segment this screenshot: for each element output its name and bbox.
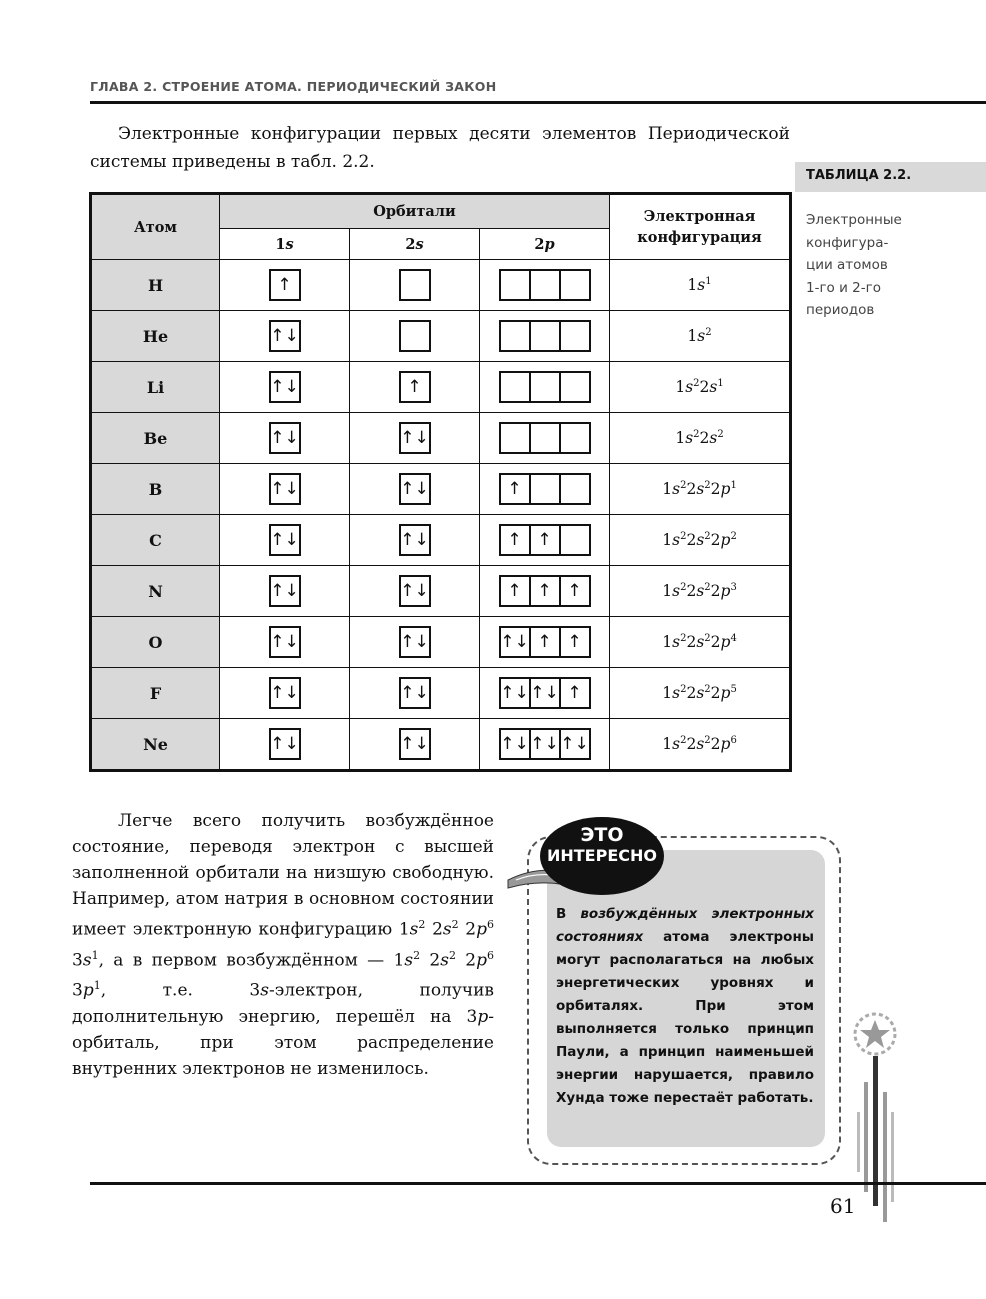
- config-level: 2: [686, 633, 697, 652]
- table-row: [91, 260, 791, 311]
- config-sublevel: s: [696, 684, 705, 703]
- orbital-cell: [559, 475, 589, 503]
- config-sublevel: s: [709, 429, 718, 448]
- electron-count: 6: [487, 918, 494, 931]
- config-sublevel: s: [685, 378, 694, 397]
- config-sublevel: s: [672, 735, 681, 754]
- orbital-cell: ↑↓: [270, 631, 299, 652]
- config-count: 4: [730, 632, 737, 644]
- config-level: 2: [686, 684, 697, 703]
- orbital-2p-box: [499, 371, 591, 403]
- orbital-cell: ↑: [277, 274, 292, 295]
- orbital-2p-box: [499, 422, 591, 454]
- orbital-cell: ↑↓: [500, 733, 529, 754]
- sublevel-letter: s: [260, 980, 269, 1001]
- sublevel-letter: p: [82, 980, 94, 1001]
- atom-symbol: C: [91, 515, 220, 566]
- orbital-cell: ↑↓: [400, 478, 429, 499]
- orbital-1s-box: [269, 524, 301, 556]
- electron-config: [610, 719, 791, 771]
- config-sublevel: p: [720, 582, 731, 601]
- config-count: 2: [704, 632, 711, 644]
- orbital-2s-box: [399, 575, 431, 607]
- config-level: 2: [710, 735, 721, 754]
- config-sublevel: p: [720, 684, 731, 703]
- orbital-cell: ↑: [559, 679, 589, 707]
- config-count: 2: [693, 377, 700, 389]
- orbital-1s-box: [269, 473, 301, 505]
- config-count: 2: [704, 479, 711, 491]
- orbital-1s-cell: [220, 719, 350, 771]
- config-sublevel: s: [696, 735, 705, 754]
- orbital-2s-cell: [350, 413, 480, 464]
- electron-count: 1: [91, 948, 99, 962]
- config-level: 1: [687, 327, 698, 346]
- orbital-2p-box: [499, 575, 591, 607]
- caption-line: периодов: [806, 302, 875, 318]
- sublevel-number: 2: [465, 950, 477, 971]
- config-level: 1: [675, 429, 686, 448]
- orbital-cell: ↑↓: [529, 730, 559, 758]
- header-orbitals: Орбитали: [220, 194, 610, 229]
- config-count: 2: [680, 581, 687, 593]
- orbital-cell: [559, 271, 589, 299]
- orbital-1s-cell: [220, 413, 350, 464]
- config-count: 5: [730, 683, 737, 695]
- orbital-1s-box: [269, 269, 301, 301]
- header-config: Электронная конфигурация: [610, 194, 791, 260]
- table-caption-text: [806, 209, 976, 322]
- orbital-2p-cell: [480, 413, 610, 464]
- orbital-1s-cell: [220, 617, 350, 668]
- config-sublevel: s: [696, 582, 705, 601]
- orbital-cell: [559, 322, 589, 350]
- caption-line: конфигура-: [806, 234, 889, 251]
- orbital-2s-cell: [350, 260, 480, 311]
- orbital-1s-box: [269, 728, 301, 760]
- electron-count: 6: [487, 948, 495, 962]
- sublevel-number: 1: [398, 919, 410, 940]
- badge-line2: ИНТЕРЕСНО: [546, 846, 657, 865]
- orbital-2p-cell: [480, 464, 610, 515]
- header-atom: Атом: [91, 194, 220, 260]
- atom-symbol: Be: [91, 413, 220, 464]
- running-head: ГЛАВА 2. СТРОЕНИЕ АТОМА. ПЕРИОДИЧЕСКИЙ ЗАКОН: [90, 79, 497, 94]
- config-count: 2: [680, 479, 687, 491]
- config-count: 3: [730, 581, 737, 593]
- config-count: 2: [693, 428, 700, 440]
- orbital-2s-box: [399, 677, 431, 709]
- config-sublevel: s: [696, 480, 705, 499]
- header-2p: 2p: [480, 229, 610, 260]
- config-level: 2: [686, 480, 697, 499]
- orbital-1s-box: [269, 371, 301, 403]
- sublevel-letter: s: [82, 950, 92, 971]
- orbital-cell: [559, 424, 589, 452]
- sublevel-number: 2: [429, 950, 441, 971]
- electron-config: [610, 464, 791, 515]
- orbital-cell: ↑↓: [270, 376, 299, 397]
- sublevel-number: 3: [72, 980, 83, 1001]
- orbital-cell: ↑: [507, 580, 522, 601]
- electron-config: [610, 566, 791, 617]
- orbital-cell: ↑: [559, 628, 589, 656]
- config-sublevel: s: [696, 633, 705, 652]
- config-level: 1: [675, 378, 686, 397]
- sublevel-letter: s: [409, 919, 419, 940]
- sublevel-letter: s: [440, 950, 449, 971]
- config-count: 2: [680, 530, 687, 542]
- config-level: 2: [686, 531, 697, 550]
- orbital-2s-box: [399, 728, 431, 760]
- orbital-cell: ↑↓: [400, 580, 429, 601]
- orbital-2s-cell: [350, 311, 480, 362]
- config-count: 2: [680, 632, 687, 644]
- orbital-cell: ↑↓: [400, 529, 429, 550]
- orbital-cell: [501, 271, 529, 299]
- orbital-cell: ↑↓: [559, 730, 589, 758]
- config-level: 2: [710, 633, 721, 652]
- config-sublevel: s: [709, 378, 718, 397]
- orbital-2s-box: [399, 269, 431, 301]
- orbital-cell: [501, 322, 529, 350]
- orbital-cell: ↑: [507, 478, 522, 499]
- orbital-cell: ↑↓: [400, 733, 429, 754]
- orbital-cell: ↑: [529, 577, 559, 605]
- config-level: 1: [662, 633, 673, 652]
- table-caption-label: ТАБЛИЦА 2.2.: [806, 168, 912, 183]
- orbital-2p-cell: [480, 515, 610, 566]
- orbital-1s-cell: [220, 566, 350, 617]
- orbital-2s-cell: [350, 617, 480, 668]
- atom-symbol: He: [91, 311, 220, 362]
- orbital-1s-box: [269, 320, 301, 352]
- orbital-cell: [559, 526, 589, 554]
- config-count: 1: [717, 377, 724, 389]
- orbital-cell: ↑: [529, 526, 559, 554]
- config-sublevel: p: [720, 735, 731, 754]
- atom-symbol: F: [91, 668, 220, 719]
- config-level: 1: [662, 480, 673, 499]
- config-count: 2: [717, 428, 724, 440]
- page-number: 61: [830, 1194, 856, 1218]
- orbital-cell: ↑↓: [529, 679, 559, 707]
- header-rule: [90, 101, 986, 104]
- config-level: 1: [662, 531, 673, 550]
- config-count: 1: [705, 275, 712, 287]
- config-sublevel: s: [672, 531, 681, 550]
- orbital-2p-box: [499, 473, 591, 505]
- sublevel-letter: s: [404, 950, 414, 971]
- config-count: 2: [680, 683, 687, 695]
- config-count: 2: [704, 530, 711, 542]
- config-sublevel: p: [720, 531, 731, 550]
- badge-line1: ЭТО: [580, 824, 624, 846]
- electron-config-table: [89, 192, 792, 772]
- electron-count: 2: [418, 918, 426, 931]
- table-row: [91, 515, 791, 566]
- electron-config: [610, 260, 791, 311]
- orbital-2s-box: [399, 473, 431, 505]
- orbital-cell: ↑↓: [400, 682, 429, 703]
- orbital-2s-cell: [350, 668, 480, 719]
- orbital-2s-cell: [350, 719, 480, 771]
- orbital-cell: [529, 322, 559, 350]
- caption-line: 1-го и 2-го: [806, 279, 881, 296]
- orbital-cell: [559, 373, 589, 401]
- config-sublevel: s: [697, 276, 706, 295]
- config-count: 2: [680, 734, 687, 746]
- config-sublevel: s: [696, 531, 705, 550]
- config-sublevel: s: [672, 480, 681, 499]
- table-row: [91, 464, 791, 515]
- header-1s: 1s: [220, 229, 350, 260]
- config-level: 2: [699, 429, 710, 448]
- orbital-cell: ↑↓: [270, 325, 299, 346]
- config-count: 2: [704, 581, 711, 593]
- orbital-1s-cell: [220, 515, 350, 566]
- caption-line: Электронные: [806, 212, 902, 228]
- orbital-1s-cell: [220, 464, 350, 515]
- orbital-2p-box: [499, 677, 591, 709]
- orbital-cell: ↑↓: [500, 631, 529, 652]
- config-count: 2: [730, 530, 737, 542]
- orbital-1s-cell: [220, 260, 350, 311]
- orbital-1s-box: [269, 422, 301, 454]
- orbital-2s-box: [399, 371, 431, 403]
- config-sublevel: s: [672, 633, 681, 652]
- electron-config: [610, 668, 791, 719]
- table-row: [91, 719, 791, 771]
- orbital-1s-box: [269, 626, 301, 658]
- electron-config: [610, 362, 791, 413]
- atom-symbol: N: [91, 566, 220, 617]
- electron-count: 1: [93, 979, 101, 993]
- body-text: Легче всего получить возбуждённое состояние, переводя электрон с высшей заполненной орбитали на низшую свободную. Например, атом натрия в основном состоянии имеет электронную конфигурацию $1s^2$ $2s^2$ $2p^6$ $3s^1$, а в первом возбуждённом — $1s^2$ $2s^2$ $2p^6$ $3p^1$, т.е. 3s-электрон, получив дополнительную энергию, перешёл на 3p-орбиталь, при этом распределение внутренних электронов не изменилось.: [72, 811, 495, 1079]
- orbital-2p-cell: [480, 260, 610, 311]
- orbital-2p-box: [499, 269, 591, 301]
- orbital-2p-box: [499, 524, 591, 556]
- sublevel-number: 2: [465, 919, 477, 940]
- config-level: 1: [662, 735, 673, 754]
- config-sublevel: p: [720, 633, 731, 652]
- electron-config: [610, 617, 791, 668]
- config-level: 2: [710, 684, 721, 703]
- orbital-cell: ↑↓: [270, 529, 299, 550]
- config-count: 2: [705, 326, 712, 338]
- orbital-2s-box: [399, 320, 431, 352]
- orbital-1s-cell: [220, 362, 350, 413]
- intro-paragraph: [90, 120, 790, 176]
- electron-config: [610, 515, 791, 566]
- orbital-2p-cell: [480, 617, 610, 668]
- orbital-cell: [529, 475, 559, 503]
- orbital-cell: ↑↓: [270, 682, 299, 703]
- orbital-2p-cell: [480, 311, 610, 362]
- orbital-cell: ↑↓: [270, 580, 299, 601]
- sublevel-letter: p: [477, 1006, 489, 1027]
- electron-config: [610, 311, 791, 362]
- sublevel-letter: s: [442, 919, 452, 940]
- orbital-cell: [529, 424, 559, 452]
- table-row: [91, 413, 791, 464]
- table-row: [91, 668, 791, 719]
- table-row: [91, 362, 791, 413]
- config-sublevel: s: [685, 429, 694, 448]
- atom-symbol: B: [91, 464, 220, 515]
- sublevel-number: 2: [432, 919, 443, 940]
- atom-symbol: H: [91, 260, 220, 311]
- orbital-cell: ↑: [559, 577, 589, 605]
- config-sublevel: s: [697, 327, 706, 346]
- table-row: [91, 311, 791, 362]
- config-level: 1: [662, 684, 673, 703]
- orbital-1s-box: [269, 677, 301, 709]
- orbital-2s-box: [399, 524, 431, 556]
- header-2s: 2s: [350, 229, 480, 260]
- table-row: [91, 566, 791, 617]
- config-count: 1: [730, 479, 737, 491]
- orbital-cell: [529, 373, 559, 401]
- config-level: 2: [699, 378, 710, 397]
- orbital-2s-box: [399, 422, 431, 454]
- orbital-cell: ↑↓: [400, 631, 429, 652]
- intro-text: Электронные конфигурации первых десяти элементов Периодической системы приведены в табл. 2.2.: [90, 124, 790, 172]
- orbital-1s-box: [269, 575, 301, 607]
- orbital-2s-cell: [350, 362, 480, 413]
- orbital-2p-cell: [480, 362, 610, 413]
- sublevel-number: 3: [72, 950, 83, 971]
- orbital-2s-cell: [350, 464, 480, 515]
- footer-rule: [90, 1182, 986, 1185]
- electron-config: [610, 413, 791, 464]
- atom-symbol: Ne: [91, 719, 220, 771]
- config-level: 2: [686, 582, 697, 601]
- orbital-cell: ↑↓: [400, 427, 429, 448]
- config-level: 2: [710, 531, 721, 550]
- caption-line: ции атомов: [806, 257, 888, 273]
- config-sublevel: s: [672, 582, 681, 601]
- sublevel-number: 1: [393, 950, 405, 971]
- atom-symbol: Li: [91, 362, 220, 413]
- orbital-cell: ↑: [407, 376, 422, 397]
- orbital-1s-cell: [220, 668, 350, 719]
- orbital-2p-cell: [480, 668, 610, 719]
- config-level: 1: [687, 276, 698, 295]
- orbital-1s-cell: [220, 311, 350, 362]
- orbital-cell: [501, 373, 529, 401]
- orbital-cell: ↑↓: [270, 478, 299, 499]
- table-row: [91, 617, 791, 668]
- orbital-2p-box: [499, 626, 591, 658]
- orbital-cell: ↑↓: [270, 427, 299, 448]
- orbital-2s-cell: [350, 566, 480, 617]
- orbital-2s-cell: [350, 515, 480, 566]
- orbital-2p-cell: [480, 566, 610, 617]
- orbital-cell: ↑↓: [500, 682, 529, 703]
- orbital-cell: [529, 271, 559, 299]
- electron-count: 2: [413, 948, 421, 962]
- interesting-text: В возбуждённых электронных состояниях атома электроны могут располагаться на любых энергетических уровнях и орбиталях. При этом выполняется только принцип Паули, а принцип наименьшей энергии нарушается, правило Хунда тоже перестаёт работать.: [556, 906, 814, 1106]
- config-level: 2: [710, 582, 721, 601]
- sublevel-letter: p: [476, 950, 488, 971]
- orbital-2s-box: [399, 626, 431, 658]
- orbital-2p-cell: [480, 719, 610, 771]
- orbital-2p-box: [499, 320, 591, 352]
- config-count: 2: [704, 683, 711, 695]
- orbital-cell: [501, 424, 529, 452]
- config-sublevel: s: [672, 684, 681, 703]
- orbital-cell: ↑: [507, 529, 522, 550]
- orbital-cell: [401, 322, 429, 350]
- config-count: 2: [704, 734, 711, 746]
- config-sublevel: p: [720, 480, 731, 499]
- orbital-cell: [401, 271, 429, 299]
- orbital-cell: ↑: [529, 628, 559, 656]
- atom-symbol: O: [91, 617, 220, 668]
- emphasis: возбуждённых электронных состояниях: [556, 906, 814, 945]
- config-level: 1: [662, 582, 673, 601]
- sublevel-letter: p: [476, 919, 487, 940]
- config-level: 2: [686, 735, 697, 754]
- config-level: 2: [710, 480, 721, 499]
- orbital-2p-box: [499, 728, 591, 760]
- electron-count: 2: [448, 948, 456, 962]
- electron-count: 2: [451, 918, 459, 931]
- body-paragraph: [72, 808, 494, 1082]
- config-count: 6: [730, 734, 737, 746]
- orbital-cell: ↑↓: [270, 733, 299, 754]
